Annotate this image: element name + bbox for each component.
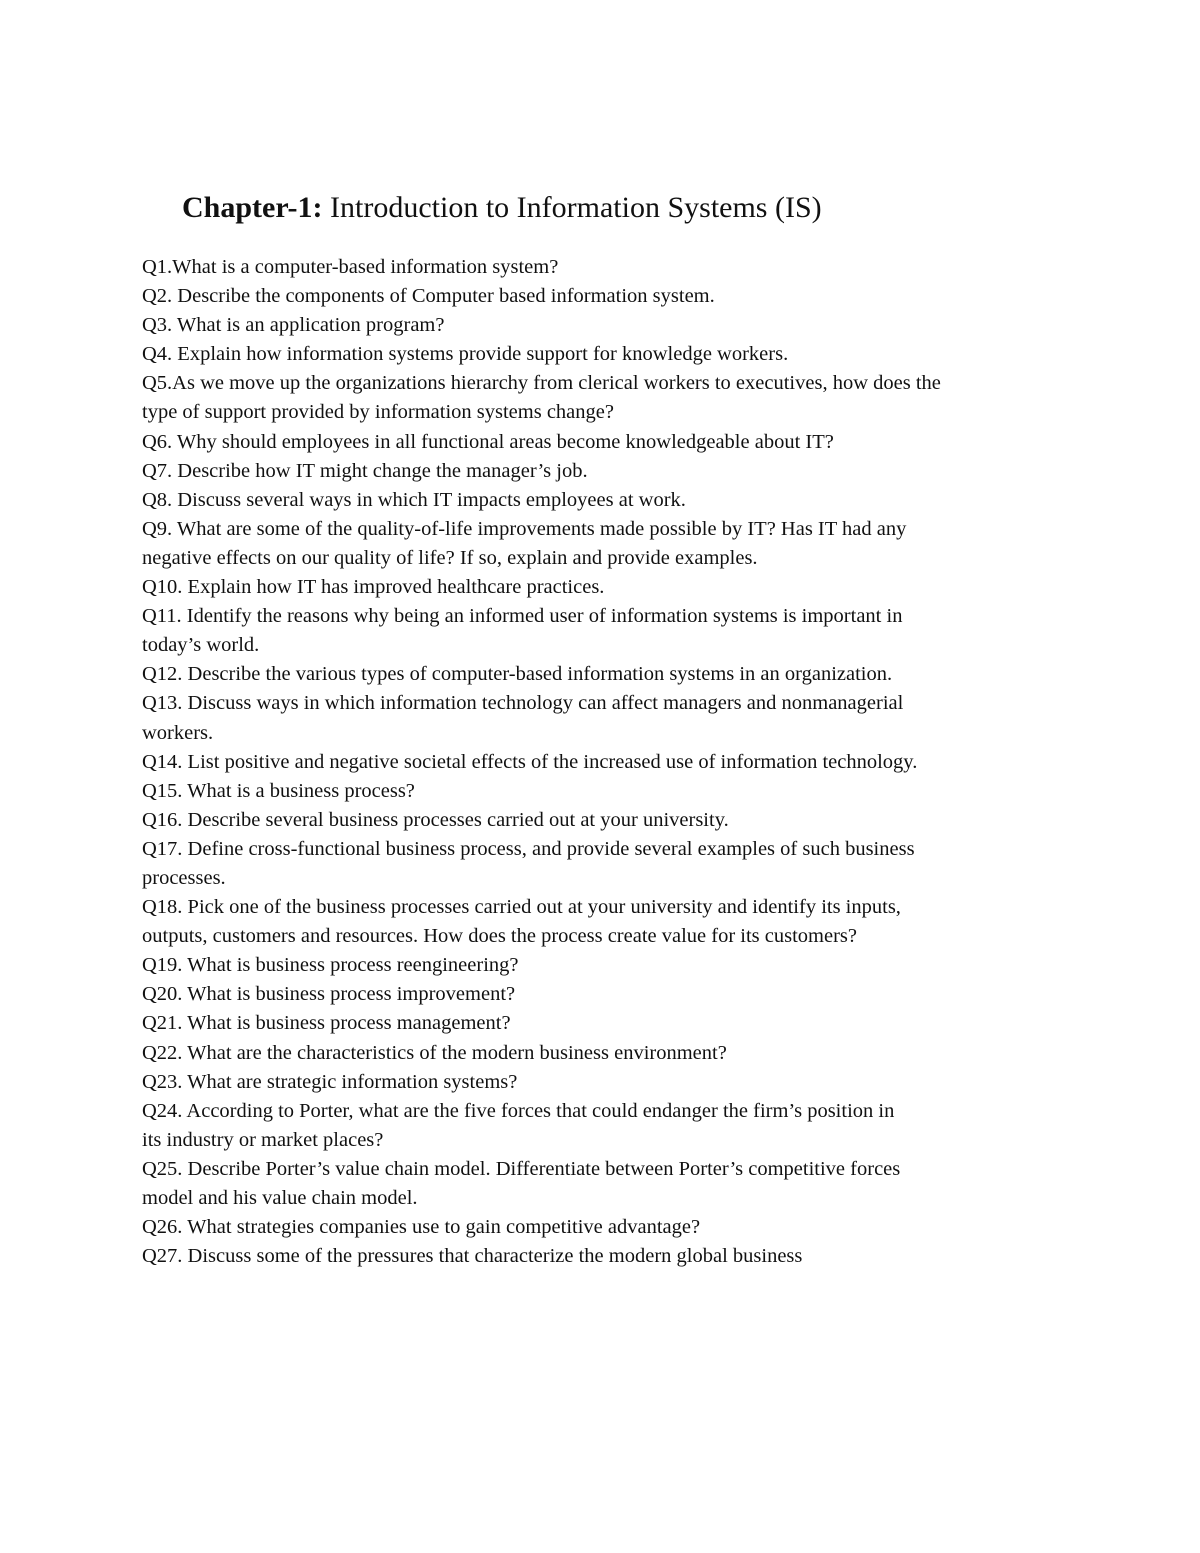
question-line: Q17. Define cross-functional business process, and provide several examples of such business <box>142 837 915 860</box>
question-line: Q11. Identify the reasons why being an informed user of information systems is important in <box>142 605 903 628</box>
question-line: negative effects on our quality of life? If so, explain and provide examples. <box>142 546 758 569</box>
question-line: Q22. What are the characteristics of the modern business environment? <box>142 1041 727 1064</box>
question-item <box>142 573 1142 602</box>
chapter-title: Introduction to Information Systems (IS) <box>330 191 822 224</box>
question-item <box>142 282 1142 311</box>
question-item <box>142 689 1142 747</box>
question-line: outputs, customers and resources. How does the process create value for its customers? <box>142 925 858 948</box>
question-line: workers. <box>142 721 214 744</box>
question-line: Q19. What is business process reengineering? <box>142 954 519 977</box>
question-line: Q20. What is business process improvement? <box>142 983 516 1006</box>
question-item <box>142 980 1142 1009</box>
question-line: Q21. What is business process management? <box>142 1012 511 1035</box>
question-line: Q18. Pick one of the business processes carried out at your university and identify its inputs, <box>142 896 901 919</box>
question-item <box>142 893 1142 951</box>
question-item <box>142 660 1142 689</box>
question-item <box>142 1097 1142 1155</box>
question-item <box>142 428 1142 457</box>
question-item <box>142 1068 1142 1097</box>
question-item <box>142 1213 1142 1242</box>
question-item <box>142 311 1142 340</box>
question-item <box>142 777 1142 806</box>
question-line: Q23. What are strategic information systems? <box>142 1070 518 1093</box>
page-title <box>182 188 822 228</box>
question-line: its industry or market places? <box>142 1128 384 1151</box>
question-line: Q2. Describe the components of Computer based information system. <box>142 285 715 308</box>
question-item <box>142 369 1142 427</box>
question-list <box>142 253 1142 1271</box>
question-line: Q25. Describe Porter’s value chain model. Differentiate between Porter’s competitive forces <box>142 1157 901 1180</box>
question-item <box>142 748 1142 777</box>
question-line: Q27. Discuss some of the pressures that characterize the modern global business <box>142 1245 803 1268</box>
question-line: Q7. Describe how IT might change the manager’s job. <box>142 459 588 482</box>
question-item <box>142 253 1142 282</box>
question-item <box>142 457 1142 486</box>
question-line: processes. <box>142 866 226 889</box>
question-line: model and his value chain model. <box>142 1187 418 1209</box>
question-line: Q4. Explain how information systems provide support for knowledge workers. <box>142 343 789 366</box>
question-item <box>142 835 1142 893</box>
question-line: Q16. Describe several business processes carried out at your university. <box>142 808 729 831</box>
question-item <box>142 340 1142 369</box>
question-item <box>142 515 1142 573</box>
question-item <box>142 602 1142 660</box>
question-line: Q8. Discuss several ways in which IT impacts employees at work. <box>142 488 686 511</box>
question-line: Q3. What is an application program? <box>142 314 445 337</box>
question-line: Q10. Explain how IT has improved healthcare practices. <box>142 576 605 599</box>
question-line: Q1.What is a computer-based information system? <box>142 256 559 278</box>
question-line: Q26. What strategies companies use to gain competitive advantage? <box>142 1216 701 1239</box>
question-line: today’s world. <box>142 634 260 657</box>
question-item <box>142 486 1142 515</box>
question-line: Q14. List positive and negative societal effects of the increased use of information technology. <box>142 750 918 773</box>
question-line: Q6. Why should employees in all functional areas become knowledgeable about IT? <box>142 430 834 453</box>
question-line: Q5.As we move up the organizations hierarchy from clerical workers to executives, how does the <box>142 372 941 395</box>
question-item <box>142 806 1142 835</box>
question-line: type of support provided by information systems change? <box>142 401 614 424</box>
question-item <box>142 1009 1142 1038</box>
question-item <box>142 1039 1142 1068</box>
question-line: Q15. What is a business process? <box>142 779 415 802</box>
question-line: Q24. According to Porter, what are the five forces that could endanger the firm’s position in <box>142 1099 895 1122</box>
chapter-label: Chapter-1: <box>182 191 323 224</box>
question-line: Q13. Discuss ways in which information technology can affect managers and nonmanagerial <box>142 692 904 715</box>
question-item <box>142 1155 1142 1213</box>
question-item <box>142 1242 1142 1271</box>
question-line: Q12. Describe the various types of computer-based information systems in an organization. <box>142 663 893 686</box>
question-line: Q9. What are some of the quality-of-life improvements made possible by IT? Has IT had any <box>142 517 907 540</box>
question-item <box>142 951 1142 980</box>
